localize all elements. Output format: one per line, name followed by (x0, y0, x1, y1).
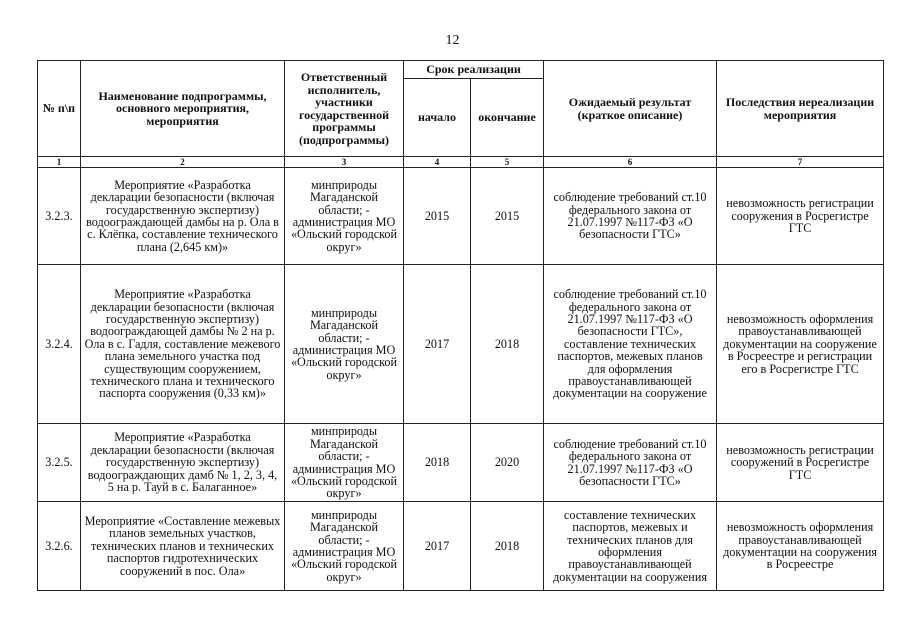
row-name: Мероприятие «Составление межевых планов земельных участков, технических планов и технических паспортов гидротехнических сооружений в пос. Ола» (81, 502, 285, 591)
row-responsible: минприроды Магаданской области; - администрация МО «Ольский городской округ» (285, 168, 404, 265)
column-number: 3 (285, 157, 404, 168)
page-number: 12 (445, 33, 460, 48)
column-number: 6 (544, 157, 717, 168)
row-consequences: невозможность оформления правоустанавливающей документации на сооружение в Росреестре и регистрации его в Росрегистре ГТС (717, 265, 884, 424)
table-row (38, 502, 884, 591)
header-name: Наименование подпрограммы, основного мероприятия, мероприятия (81, 61, 285, 157)
header-start: начало (404, 79, 471, 157)
column-number-row (38, 157, 884, 168)
table-row (38, 168, 884, 265)
row-start: 2017 (404, 502, 471, 591)
row-end: 2020 (471, 424, 544, 502)
header-consequences: Последствия нереализации мероприятия (717, 61, 884, 157)
row-consequences: невозможность оформления правоустанавливающей документации на сооружения в Росреестре (717, 502, 884, 591)
header-period: Срок реализации (404, 61, 544, 79)
row-start: 2018 (404, 424, 471, 502)
row-result: соблюдение требований ст.10 федерального закона от 21.07.1997 №117-ФЗ «О безопасности ГТС», составление технических паспортов, межевых планов для оформления правоустанавливающей документации на сооружение (544, 265, 717, 424)
header-end: окончание (471, 79, 544, 157)
row-responsible: минприроды Магаданской области; - администрация МО «Ольский городской округ» (285, 424, 404, 502)
column-number: 2 (81, 157, 285, 168)
row-start: 2015 (404, 168, 471, 265)
column-number: 1 (38, 157, 81, 168)
row-consequences: невозможность регистрации сооружений в Росрегистре ГТС (717, 424, 884, 502)
column-number: 4 (404, 157, 471, 168)
row-result: соблюдение требований ст.10 федерального закона от 21.07.1997 №117-ФЗ «О безопасности ГТС» (544, 424, 717, 502)
header-result: Ожидаемый результат (краткое описание) (544, 61, 717, 157)
row-name: Мероприятие «Разработка декларации безопасности (включая государственную экспертизу) водоограждающих дамб № 1, 2, 3, 4, 5 на р. Тауй в с. Балаганное» (81, 424, 285, 502)
table-row (38, 424, 884, 502)
row-result: соблюдение требований ст.10 федерального закона от 21.07.1997 №117-ФЗ «О безопасности ГТС» (544, 168, 717, 265)
row-consequences: невозможность регистрации сооружения в Росрегистре ГТС (717, 168, 884, 265)
row-end: 2018 (471, 265, 544, 424)
row-no: 3.2.3. (38, 168, 81, 265)
row-end: 2015 (471, 168, 544, 265)
row-result: составление технических паспортов, межевых и технических планов для оформления правоустанавливающей документации на сооружения (544, 502, 717, 591)
row-responsible: минприроды Магаданской области; - администрация МО «Ольский городской округ» (285, 502, 404, 591)
header-responsible: Ответственный исполнитель, участники государственной программы (подпрограммы) (285, 61, 404, 157)
row-responsible: минприроды Магаданской области; - администрация МО «Ольский городской округ» (285, 265, 404, 424)
row-start: 2017 (404, 265, 471, 424)
column-number: 5 (471, 157, 544, 168)
table-row (38, 265, 884, 424)
row-name: Мероприятие «Разработка декларации безопасности (включая государственную экспертизу) водоограждающей дамбы на р. Ола в с. Клёпка, составление технического плана (2,645 км)» (81, 168, 285, 265)
header-no: № п\п (38, 61, 81, 157)
row-name: Мероприятие «Разработка декларации безопасности (включая государственную экспертизу) водоограждающей дамбы № 2 на р. Ола в с. Гадля, составление межевого плана земельного участка под существующим сооружением, технического плана и технического паспорта сооружения (0,33 км)» (81, 265, 285, 424)
column-number: 7 (717, 157, 884, 168)
row-no: 3.2.6. (38, 502, 81, 591)
program-table (37, 60, 884, 591)
row-no: 3.2.4. (38, 265, 81, 424)
row-no: 3.2.5. (38, 424, 81, 502)
row-end: 2018 (471, 502, 544, 591)
